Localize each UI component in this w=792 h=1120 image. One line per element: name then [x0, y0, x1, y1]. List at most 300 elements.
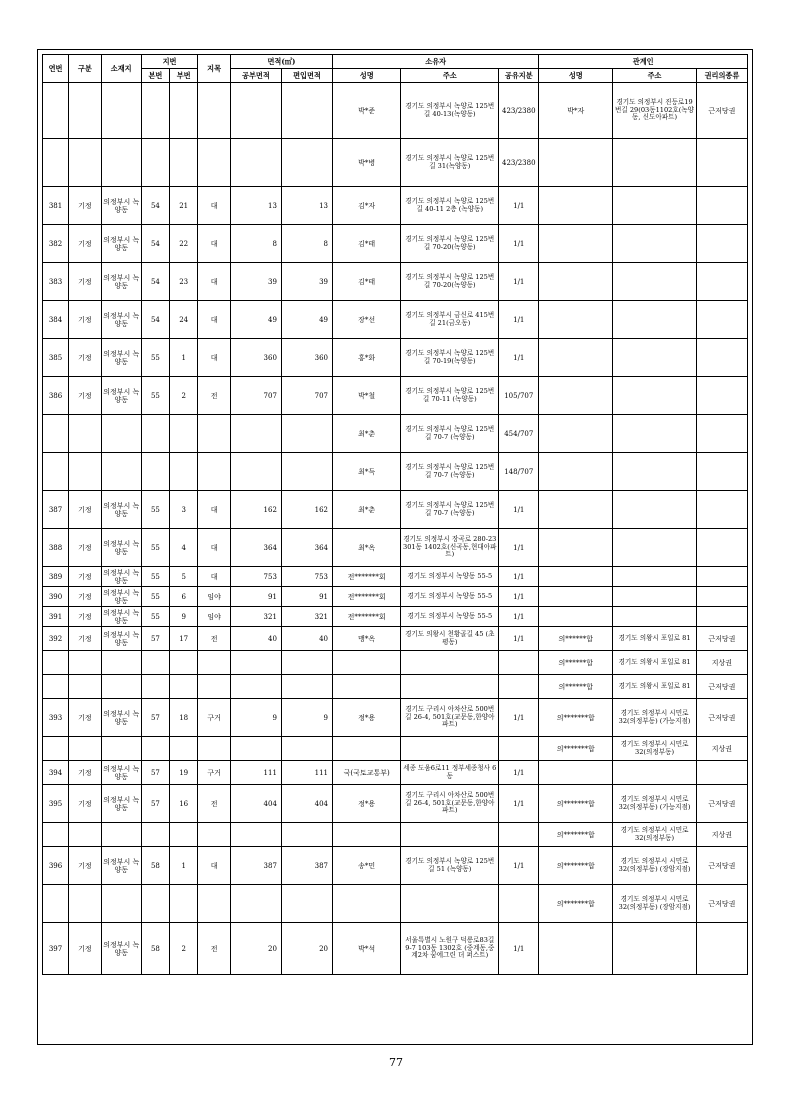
- cell-acquired-area: 707: [281, 377, 332, 415]
- cell-registered-area: 387: [230, 847, 281, 885]
- col-header-right-type: 권리의종류: [696, 69, 747, 83]
- col-header-serial: 연번: [43, 55, 69, 83]
- cell-acquired-area: 8: [281, 225, 332, 263]
- cell-party-name: 의*******합: [539, 699, 613, 737]
- cell-party-address: 경기도 의정부시 시민로 32(의정부동): [613, 823, 697, 847]
- cell-type: 기정: [69, 187, 102, 225]
- cell-location: 의정부시 녹양동: [101, 339, 141, 377]
- land-register-table: [42, 54, 748, 975]
- cell-acquired-area: 13: [281, 187, 332, 225]
- cell-land-category: 대: [198, 529, 231, 567]
- cell-party-name: [539, 377, 613, 415]
- cell-share: [499, 823, 539, 847]
- cell-land-category: 대: [198, 567, 231, 587]
- cell-location: 의정부시 녹양동: [101, 301, 141, 339]
- cell-registered-area: [230, 453, 281, 491]
- col-header-owner-address: 주소: [401, 69, 499, 83]
- cell-registered-area: [230, 139, 281, 187]
- cell-type: [69, 83, 102, 139]
- cell-share: [499, 737, 539, 761]
- cell-owner-name: 최*옥: [332, 529, 400, 567]
- cell-right-type: 근저당권: [696, 885, 747, 923]
- cell-owner-name: 최*득: [332, 453, 400, 491]
- cell-party-name: [539, 139, 613, 187]
- cell-party-name: [539, 529, 613, 567]
- cell-location: [101, 885, 141, 923]
- cell-party-address: 경기도 의왕시 포일로 81: [613, 651, 697, 675]
- cell-location: 의정부시 녹양동: [101, 627, 141, 651]
- cell-serial: 395: [43, 785, 69, 823]
- cell-owner-address: 경기도 구리시 아차산로 500번길 26-4, 501호(교문동,한양아파트): [401, 785, 499, 823]
- cell-party-address: 경기도 의정부시 시민로 32(의정부동) (가능지점): [613, 699, 697, 737]
- cell-serial: 381: [43, 187, 69, 225]
- cell-sub-lot: 2: [170, 377, 198, 415]
- cell-party-address: [613, 567, 697, 587]
- cell-right-type: [696, 587, 747, 607]
- cell-share: 1/1: [499, 607, 539, 627]
- cell-acquired-area: 111: [281, 761, 332, 785]
- cell-sub-lot: 6: [170, 587, 198, 607]
- cell-serial: [43, 415, 69, 453]
- cell-share: 1/1: [499, 339, 539, 377]
- cell-type: 기정: [69, 607, 102, 627]
- cell-share: 454/707: [499, 415, 539, 453]
- cell-owner-address: 경기도 의정부시 녹양동 55-5: [401, 587, 499, 607]
- cell-party-address: [613, 301, 697, 339]
- header-row-2: [43, 69, 748, 83]
- cell-main-lot: [141, 83, 169, 139]
- cell-owner-address: 경기도 의정부시 장곡로 280-23 301동 1402호(신곡동,현대아파트): [401, 529, 499, 567]
- table-row: [43, 923, 748, 975]
- cell-owner-name: 장*선: [332, 301, 400, 339]
- cell-party-address: [613, 453, 697, 491]
- cell-party-name: 의******합: [539, 675, 613, 699]
- cell-owner-address: 경기도 의정부시 녹양로 125번길 70-7 (녹양동): [401, 453, 499, 491]
- cell-sub-lot: [170, 823, 198, 847]
- cell-sub-lot: 23: [170, 263, 198, 301]
- col-header-lot: 지번: [141, 55, 197, 69]
- cell-owner-name: 맹*옥: [332, 627, 400, 651]
- cell-owner-name: 최*춘: [332, 491, 400, 529]
- cell-sub-lot: [170, 453, 198, 491]
- cell-owner-name: 박*석: [332, 923, 400, 975]
- cell-location: [101, 139, 141, 187]
- table-row: [43, 651, 748, 675]
- cell-registered-area: 753: [230, 567, 281, 587]
- cell-party-name: [539, 607, 613, 627]
- header-row-1: [43, 55, 748, 69]
- cell-owner-name: 박*준: [332, 83, 400, 139]
- table-row: [43, 187, 748, 225]
- cell-type: 기정: [69, 339, 102, 377]
- cell-land-category: [198, 453, 231, 491]
- cell-acquired-area: 20: [281, 923, 332, 975]
- cell-party-name: [539, 187, 613, 225]
- cell-owner-address: 경기도 의정부시 녹양로 125번길 40-11 2층 (녹양동): [401, 187, 499, 225]
- cell-main-lot: 57: [141, 761, 169, 785]
- cell-land-category: [198, 83, 231, 139]
- cell-registered-area: 364: [230, 529, 281, 567]
- cell-share: 105/707: [499, 377, 539, 415]
- cell-serial: 383: [43, 263, 69, 301]
- cell-location: [101, 83, 141, 139]
- cell-location: 의정부시 녹양동: [101, 491, 141, 529]
- cell-registered-area: 360: [230, 339, 281, 377]
- cell-serial: [43, 675, 69, 699]
- cell-main-lot: 55: [141, 339, 169, 377]
- table-row: [43, 607, 748, 627]
- cell-main-lot: [141, 139, 169, 187]
- table-row: [43, 339, 748, 377]
- cell-land-category: [198, 737, 231, 761]
- table-row: [43, 453, 748, 491]
- table-row: [43, 761, 748, 785]
- cell-acquired-area: [281, 139, 332, 187]
- cell-right-type: [696, 377, 747, 415]
- cell-type: 기정: [69, 225, 102, 263]
- cell-land-category: 임야: [198, 587, 231, 607]
- cell-owner-address: 경기도 구리시 아차산로 500번길 26-4, 501호(교문동,한양아파트): [401, 699, 499, 737]
- cell-sub-lot: [170, 651, 198, 675]
- cell-party-name: [539, 415, 613, 453]
- table-row: [43, 83, 748, 139]
- cell-share: 1/1: [499, 301, 539, 339]
- cell-party-address: 경기도 의정부시 시민로 32(의정부동) (장암지점): [613, 847, 697, 885]
- cell-owner-name: 박*병: [332, 139, 400, 187]
- cell-party-name: 박*자: [539, 83, 613, 139]
- table-row: [43, 567, 748, 587]
- cell-share: 1/1: [499, 761, 539, 785]
- cell-owner-name: 송*민: [332, 847, 400, 885]
- cell-serial: 388: [43, 529, 69, 567]
- cell-serial: [43, 83, 69, 139]
- cell-right-type: [696, 187, 747, 225]
- col-header-location: 소재지: [101, 55, 141, 83]
- cell-main-lot: 54: [141, 301, 169, 339]
- cell-owner-name: [332, 651, 400, 675]
- cell-registered-area: 8: [230, 225, 281, 263]
- table-row: [43, 627, 748, 651]
- cell-acquired-area: 40: [281, 627, 332, 651]
- cell-sub-lot: [170, 675, 198, 699]
- cell-acquired-area: 91: [281, 587, 332, 607]
- cell-main-lot: 55: [141, 491, 169, 529]
- cell-owner-name: 김*태: [332, 225, 400, 263]
- table-row: [43, 699, 748, 737]
- cell-share: 1/1: [499, 225, 539, 263]
- cell-type: 기정: [69, 847, 102, 885]
- cell-acquired-area: [281, 453, 332, 491]
- cell-share: 1/1: [499, 187, 539, 225]
- cell-type: 기정: [69, 761, 102, 785]
- cell-main-lot: [141, 737, 169, 761]
- col-header-registered-area: 공부면적: [230, 69, 281, 83]
- cell-location: 의정부시 녹양동: [101, 377, 141, 415]
- cell-party-address: 경기도 의정부시 진등로19번길 29(03동1102호(녹양동, 신도아파트): [613, 83, 697, 139]
- cell-land-category: 대: [198, 225, 231, 263]
- cell-party-name: [539, 587, 613, 607]
- cell-serial: [43, 453, 69, 491]
- cell-registered-area: [230, 83, 281, 139]
- col-header-share: 공유지분: [499, 69, 539, 83]
- cell-registered-area: 39: [230, 263, 281, 301]
- cell-party-name: [539, 761, 613, 785]
- cell-main-lot: [141, 823, 169, 847]
- cell-acquired-area: 364: [281, 529, 332, 567]
- cell-share: 1/1: [499, 627, 539, 651]
- cell-party-address: [613, 187, 697, 225]
- cell-type: 기정: [69, 587, 102, 607]
- cell-type: 기정: [69, 301, 102, 339]
- cell-right-type: 근저당권: [696, 83, 747, 139]
- cell-owner-name: [332, 885, 400, 923]
- cell-share: 1/1: [499, 587, 539, 607]
- cell-owner-name: 전*******회: [332, 607, 400, 627]
- cell-type: [69, 823, 102, 847]
- cell-party-name: [539, 491, 613, 529]
- cell-land-category: 전: [198, 785, 231, 823]
- cell-share: 1/1: [499, 529, 539, 567]
- cell-sub-lot: 4: [170, 529, 198, 567]
- cell-main-lot: [141, 415, 169, 453]
- cell-owner-name: 김*자: [332, 187, 400, 225]
- cell-location: 의정부시 녹양동: [101, 263, 141, 301]
- cell-serial: 382: [43, 225, 69, 263]
- cell-party-name: 의*******합: [539, 885, 613, 923]
- cell-main-lot: 58: [141, 923, 169, 975]
- cell-owner-name: 전*******회: [332, 587, 400, 607]
- cell-main-lot: [141, 885, 169, 923]
- col-header-sub-lot: 부번: [170, 69, 198, 83]
- cell-sub-lot: 1: [170, 339, 198, 377]
- cell-party-name: 의*******합: [539, 785, 613, 823]
- cell-owner-name: 정*용: [332, 699, 400, 737]
- cell-main-lot: 55: [141, 529, 169, 567]
- table-row: [43, 415, 748, 453]
- cell-owner-address: 경기도 의왕시 천황골길 45 (초평동): [401, 627, 499, 651]
- cell-serial: 389: [43, 567, 69, 587]
- cell-right-type: [696, 225, 747, 263]
- cell-share: [499, 885, 539, 923]
- cell-land-category: [198, 885, 231, 923]
- cell-party-address: 경기도 의왕시 포일로 81: [613, 675, 697, 699]
- cell-acquired-area: 49: [281, 301, 332, 339]
- cell-registered-area: [230, 415, 281, 453]
- cell-serial: 397: [43, 923, 69, 975]
- col-header-party-address: 주소: [613, 69, 697, 83]
- cell-owner-address: 세종 도움6로11 정부세종청사 6동: [401, 761, 499, 785]
- cell-type: [69, 885, 102, 923]
- cell-party-address: [613, 225, 697, 263]
- cell-main-lot: 54: [141, 263, 169, 301]
- cell-right-type: [696, 339, 747, 377]
- cell-location: [101, 675, 141, 699]
- cell-right-type: [696, 453, 747, 491]
- cell-sub-lot: [170, 885, 198, 923]
- cell-location: 의정부시 녹양동: [101, 529, 141, 567]
- cell-main-lot: 55: [141, 607, 169, 627]
- cell-owner-address: 경기도 의정부시 녹양동 55-5: [401, 567, 499, 587]
- cell-right-type: 지상권: [696, 823, 747, 847]
- cell-registered-area: 13: [230, 187, 281, 225]
- table-row: [43, 225, 748, 263]
- cell-sub-lot: 17: [170, 627, 198, 651]
- cell-main-lot: [141, 453, 169, 491]
- cell-party-address: [613, 923, 697, 975]
- cell-acquired-area: 162: [281, 491, 332, 529]
- cell-owner-name: [332, 737, 400, 761]
- cell-land-category: 임야: [198, 607, 231, 627]
- cell-type: 기정: [69, 529, 102, 567]
- cell-main-lot: 55: [141, 587, 169, 607]
- cell-land-category: 대: [198, 491, 231, 529]
- table-row: [43, 491, 748, 529]
- cell-serial: 393: [43, 699, 69, 737]
- cell-land-category: 전: [198, 377, 231, 415]
- cell-location: 의정부시 녹양동: [101, 761, 141, 785]
- cell-type: 기정: [69, 627, 102, 651]
- col-header-main-lot: 본번: [141, 69, 169, 83]
- cell-right-type: 근저당권: [696, 627, 747, 651]
- cell-party-name: [539, 301, 613, 339]
- cell-land-category: [198, 675, 231, 699]
- cell-registered-area: [230, 737, 281, 761]
- cell-party-name: 의******합: [539, 627, 613, 651]
- cell-land-category: 대: [198, 187, 231, 225]
- cell-registered-area: [230, 651, 281, 675]
- cell-location: 의정부시 녹양동: [101, 699, 141, 737]
- cell-sub-lot: 22: [170, 225, 198, 263]
- cell-acquired-area: 387: [281, 847, 332, 885]
- cell-serial: [43, 139, 69, 187]
- cell-owner-name: 박*철: [332, 377, 400, 415]
- cell-acquired-area: 753: [281, 567, 332, 587]
- cell-right-type: 지상권: [696, 737, 747, 761]
- cell-registered-area: [230, 675, 281, 699]
- cell-share: [499, 651, 539, 675]
- cell-owner-address: [401, 823, 499, 847]
- cell-registered-area: 321: [230, 607, 281, 627]
- col-header-related-party: 관계인: [539, 55, 748, 69]
- cell-serial: [43, 737, 69, 761]
- cell-acquired-area: [281, 651, 332, 675]
- cell-main-lot: 54: [141, 225, 169, 263]
- cell-party-name: 의*******합: [539, 737, 613, 761]
- cell-type: [69, 139, 102, 187]
- cell-party-name: [539, 923, 613, 975]
- col-header-owner-name: 성명: [332, 69, 400, 83]
- cell-acquired-area: 360: [281, 339, 332, 377]
- col-header-area: 면적(㎡): [230, 55, 332, 69]
- cell-main-lot: 58: [141, 847, 169, 885]
- cell-serial: [43, 823, 69, 847]
- page-number: 77: [389, 1056, 403, 1069]
- cell-sub-lot: [170, 139, 198, 187]
- cell-share: 1/1: [499, 263, 539, 301]
- cell-land-category: 대: [198, 847, 231, 885]
- cell-sub-lot: [170, 737, 198, 761]
- cell-share: [499, 675, 539, 699]
- cell-acquired-area: [281, 415, 332, 453]
- cell-acquired-area: [281, 675, 332, 699]
- col-header-land-category: 지목: [198, 55, 231, 83]
- cell-share: 423/2380: [499, 83, 539, 139]
- cell-type: [69, 675, 102, 699]
- cell-registered-area: 404: [230, 785, 281, 823]
- cell-right-type: [696, 607, 747, 627]
- cell-party-address: 경기도 의정부시 시민로 32(의정부동) (장암지점): [613, 885, 697, 923]
- cell-type: [69, 651, 102, 675]
- cell-right-type: 근저당권: [696, 847, 747, 885]
- table-row: [43, 737, 748, 761]
- cell-sub-lot: [170, 83, 198, 139]
- cell-type: 기정: [69, 491, 102, 529]
- cell-land-category: [198, 139, 231, 187]
- cell-sub-lot: 16: [170, 785, 198, 823]
- cell-land-category: [198, 823, 231, 847]
- cell-owner-address: [401, 675, 499, 699]
- cell-owner-name: 김*태: [332, 263, 400, 301]
- cell-acquired-area: 39: [281, 263, 332, 301]
- cell-serial: 392: [43, 627, 69, 651]
- cell-serial: 396: [43, 847, 69, 885]
- cell-owner-name: 국(국토교통부): [332, 761, 400, 785]
- cell-right-type: [696, 263, 747, 301]
- cell-party-name: [539, 225, 613, 263]
- cell-owner-name: 정*용: [332, 785, 400, 823]
- table-row: [43, 675, 748, 699]
- cell-party-address: [613, 263, 697, 301]
- cell-acquired-area: 321: [281, 607, 332, 627]
- cell-sub-lot: 1: [170, 847, 198, 885]
- cell-serial: 385: [43, 339, 69, 377]
- cell-serial: 394: [43, 761, 69, 785]
- cell-serial: [43, 885, 69, 923]
- cell-party-address: [613, 377, 697, 415]
- cell-location: [101, 823, 141, 847]
- cell-owner-address: 경기도 의정부시 녹양로 125번길 70-7 (녹양동): [401, 491, 499, 529]
- cell-land-category: 구거: [198, 761, 231, 785]
- cell-serial: 390: [43, 587, 69, 607]
- cell-registered-area: 162: [230, 491, 281, 529]
- cell-serial: 391: [43, 607, 69, 627]
- cell-right-type: 근저당권: [696, 785, 747, 823]
- cell-right-type: [696, 139, 747, 187]
- cell-party-name: [539, 263, 613, 301]
- cell-right-type: 지상권: [696, 651, 747, 675]
- cell-owner-name: [332, 823, 400, 847]
- cell-share: 423/2380: [499, 139, 539, 187]
- cell-right-type: [696, 301, 747, 339]
- cell-location: 의정부시 녹양동: [101, 187, 141, 225]
- cell-acquired-area: [281, 885, 332, 923]
- cell-party-address: 경기도 의왕시 포일로 81: [613, 627, 697, 651]
- cell-owner-name: 최*춘: [332, 415, 400, 453]
- col-header-party-name: 성명: [539, 69, 613, 83]
- cell-land-category: 대: [198, 263, 231, 301]
- cell-location: 의정부시 녹양동: [101, 587, 141, 607]
- cell-owner-name: 홍*화: [332, 339, 400, 377]
- col-header-owner: 소유자: [332, 55, 538, 69]
- cell-type: 기정: [69, 263, 102, 301]
- cell-location: 의정부시 녹양동: [101, 607, 141, 627]
- cell-party-address: [613, 415, 697, 453]
- cell-acquired-area: 404: [281, 785, 332, 823]
- cell-party-name: [539, 339, 613, 377]
- cell-owner-name: 전*******회: [332, 567, 400, 587]
- cell-main-lot: 57: [141, 785, 169, 823]
- cell-party-address: 경기도 의정부시 시민로 32(의정부동): [613, 737, 697, 761]
